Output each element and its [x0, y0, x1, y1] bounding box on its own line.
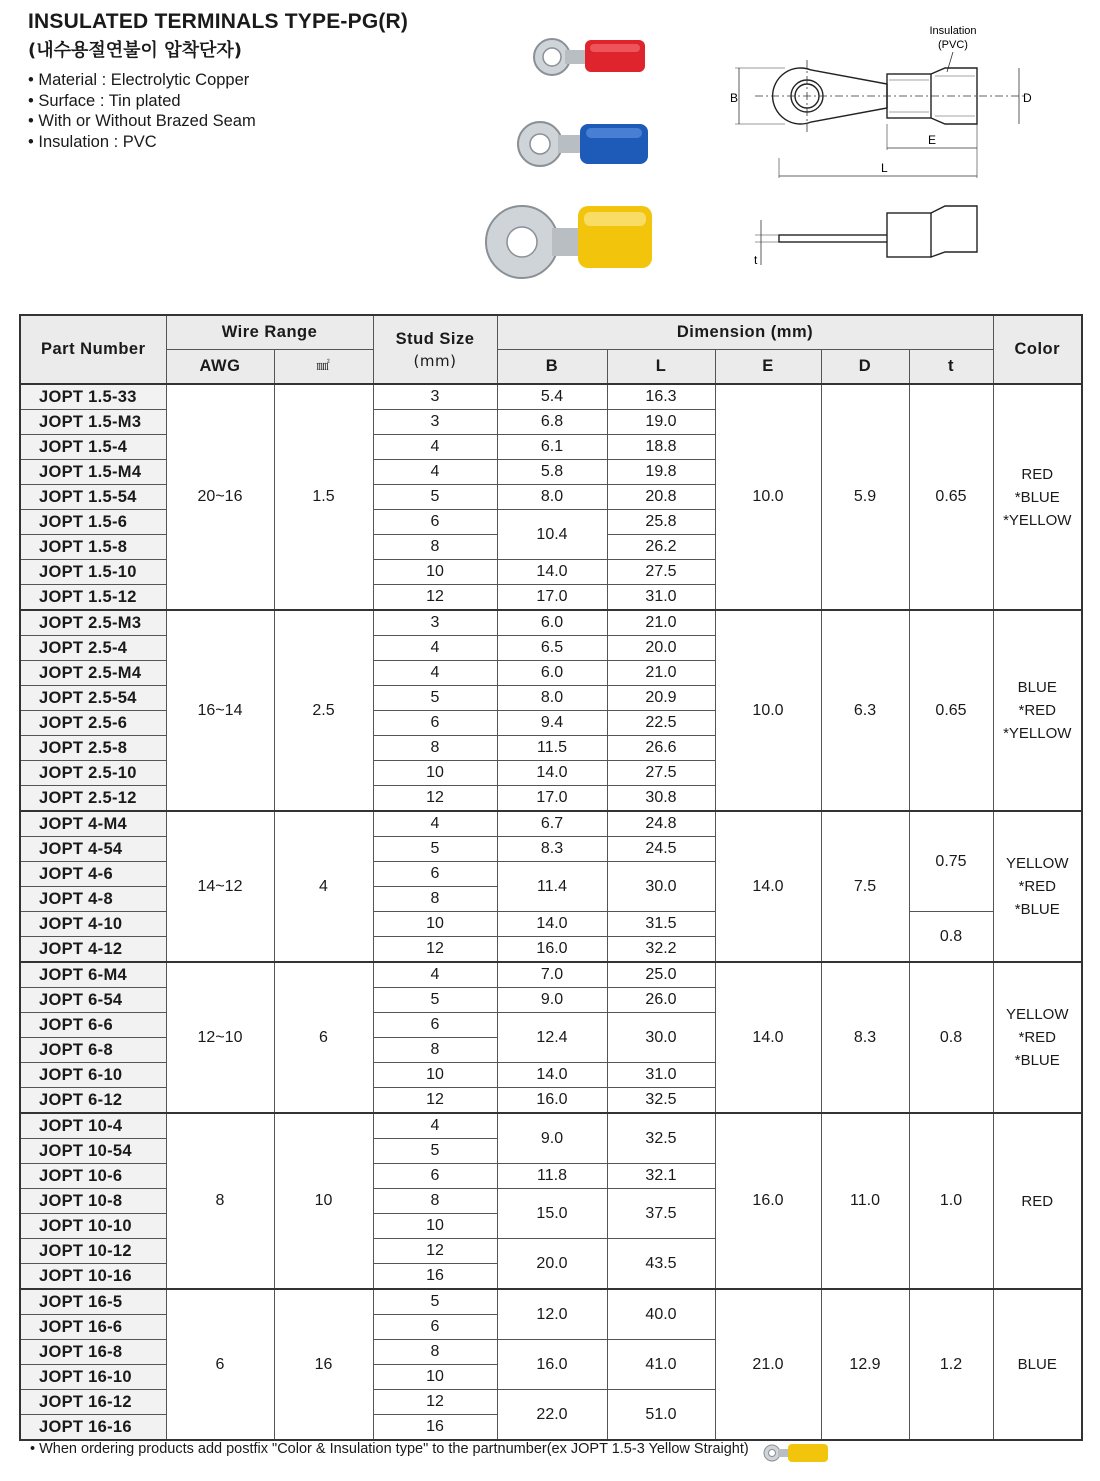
table-row	[20, 384, 1082, 410]
b-cell: 9.0	[497, 1113, 607, 1164]
l-cell: 30.8	[607, 786, 715, 812]
part-number-cell: JOPT 2.5-54	[20, 686, 166, 711]
b-cell: 6.8	[497, 410, 607, 435]
b-cell: 5.8	[497, 460, 607, 485]
part-number-cell: JOPT 16-5	[20, 1289, 166, 1315]
l-cell: 16.3	[607, 384, 715, 410]
l-cell: 27.5	[607, 761, 715, 786]
l-cell: 26.0	[607, 988, 715, 1013]
b-cell: 9.0	[497, 988, 607, 1013]
awg-cell: 6	[166, 1289, 274, 1440]
part-number-cell: JOPT 4-M4	[20, 811, 166, 837]
stud-size-cell: 4	[373, 962, 497, 988]
bullet-insulation: • Insulation : PVC	[28, 132, 468, 153]
table-row	[20, 811, 1082, 837]
b-cell: 6.0	[497, 610, 607, 636]
b-cell: 5.4	[497, 384, 607, 410]
stud-size-cell: 5	[373, 485, 497, 510]
header-e: E	[715, 350, 821, 385]
b-cell: 11.8	[497, 1164, 607, 1189]
stud-size-cell: 4	[373, 811, 497, 837]
b-cell: 11.4	[497, 862, 607, 912]
b-cell: 16.0	[497, 1088, 607, 1114]
header	[28, 10, 468, 152]
stud-size-cell: 10	[373, 1214, 497, 1239]
b-cell: 11.5	[497, 736, 607, 761]
l-cell: 20.0	[607, 636, 715, 661]
bullet-surface: • Surface : Tin plated	[28, 91, 468, 112]
color-option: RED	[1021, 1192, 1054, 1210]
stud-size-cell: 8	[373, 887, 497, 912]
stud-size-cell: 8	[373, 1340, 497, 1365]
part-number-cell: JOPT 10-10	[20, 1214, 166, 1239]
part-number-cell: JOPT 6-54	[20, 988, 166, 1013]
e-cell: 14.0	[715, 811, 821, 962]
header-color: Color	[993, 315, 1082, 384]
b-cell: 14.0	[497, 560, 607, 585]
red-terminal-photo	[534, 39, 645, 75]
dim-l-label: L	[881, 161, 888, 175]
spec-bullets	[28, 70, 468, 152]
stud-size-cell: 16	[373, 1264, 497, 1290]
stud-size-cell: 5	[373, 988, 497, 1013]
stud-size-cell: 3	[373, 384, 497, 410]
b-cell: 22.0	[497, 1390, 607, 1441]
l-cell: 30.0	[607, 1013, 715, 1063]
part-number-cell: JOPT 4-8	[20, 887, 166, 912]
b-cell: 16.0	[497, 937, 607, 963]
stud-size-cell: 10	[373, 1063, 497, 1088]
bullet-material: • Material : Electrolytic Copper	[28, 70, 468, 91]
l-cell: 20.9	[607, 686, 715, 711]
stud-size-cell: 6	[373, 1013, 497, 1038]
header-b: B	[497, 350, 607, 385]
part-number-cell: JOPT 4-6	[20, 862, 166, 887]
e-cell: 10.0	[715, 610, 821, 811]
color-cell	[993, 610, 1082, 811]
l-cell: 32.2	[607, 937, 715, 963]
color-option: *RED	[1018, 702, 1056, 719]
d-cell: 6.3	[821, 610, 909, 811]
stud-size-cell: 10	[373, 560, 497, 585]
part-number-cell: JOPT 2.5-M4	[20, 661, 166, 686]
l-cell: 32.5	[607, 1088, 715, 1114]
part-number-cell: JOPT 6-12	[20, 1088, 166, 1114]
awg-cell: 16~14	[166, 610, 274, 811]
d-cell: 5.9	[821, 384, 909, 610]
e-cell: 14.0	[715, 962, 821, 1113]
b-cell: 14.0	[497, 912, 607, 937]
stud-size-cell: 4	[373, 435, 497, 460]
b-cell: 12.0	[497, 1289, 607, 1340]
color-option: *YELLOW	[1003, 725, 1072, 742]
stud-size-cell: 12	[373, 1390, 497, 1415]
color-option: BLUE	[1017, 1356, 1057, 1373]
stud-size-cell: 10	[373, 1365, 497, 1390]
color-option: RED	[1021, 465, 1054, 483]
l-cell: 32.5	[607, 1113, 715, 1164]
product-photos	[470, 20, 670, 290]
color-option: YELLOW	[1005, 855, 1069, 872]
b-cell: 20.0	[497, 1239, 607, 1290]
l-cell: 31.0	[607, 585, 715, 611]
d-cell: 8.3	[821, 962, 909, 1113]
t-cell: 1.2	[909, 1289, 993, 1440]
l-cell: 20.8	[607, 485, 715, 510]
spec-table	[19, 314, 1083, 1441]
l-cell: 19.0	[607, 410, 715, 435]
t-cell: 0.65	[909, 610, 993, 811]
b-cell: 7.0	[497, 962, 607, 988]
table-row	[20, 610, 1082, 636]
d-cell: 11.0	[821, 1113, 909, 1289]
stud-size-cell: 16	[373, 1415, 497, 1441]
mm2-cell: 6	[274, 962, 373, 1113]
insulation-sub-label: (PVC)	[938, 39, 968, 51]
part-number-cell: JOPT 16-10	[20, 1365, 166, 1390]
l-cell: 43.5	[607, 1239, 715, 1290]
awg-cell: 20~16	[166, 384, 274, 610]
stud-size-cell: 4	[373, 661, 497, 686]
part-number-cell: JOPT 1.5-4	[20, 435, 166, 460]
l-cell: 25.0	[607, 962, 715, 988]
part-number-cell: JOPT 6-10	[20, 1063, 166, 1088]
b-cell: 8.0	[497, 485, 607, 510]
color-option: YELLOW	[1005, 1006, 1069, 1023]
page-title: INSULATED TERMINALS TYPE-PG(R)	[28, 10, 409, 33]
t-cell: 0.8	[909, 962, 993, 1113]
yellow-terminal-icon	[762, 1442, 832, 1464]
table-body	[20, 384, 1082, 1440]
b-cell: 17.0	[497, 786, 607, 812]
part-number-cell: JOPT 16-6	[20, 1315, 166, 1340]
b-cell: 14.0	[497, 761, 607, 786]
stud-size-cell: 5	[373, 1139, 497, 1164]
dimension-diagram	[725, 20, 1045, 280]
b-cell: 8.0	[497, 686, 607, 711]
l-cell: 19.8	[607, 460, 715, 485]
dim-d-label: D	[1023, 91, 1032, 105]
color-option: *BLUE	[1014, 901, 1060, 918]
header-d: D	[821, 350, 909, 385]
d-cell: 12.9	[821, 1289, 909, 1440]
table-row	[20, 962, 1082, 988]
color-option: *BLUE	[1014, 488, 1060, 506]
yellow-terminal-photo	[486, 206, 652, 278]
part-number-cell: JOPT 1.5-12	[20, 585, 166, 611]
table-header	[20, 315, 1082, 384]
header-stud-size	[373, 315, 497, 384]
part-number-cell: JOPT 1.5-10	[20, 560, 166, 585]
insulation-label: Insulation	[929, 25, 977, 37]
color-cell	[993, 1289, 1082, 1440]
part-number-cell: JOPT 2.5-6	[20, 711, 166, 736]
part-number-cell: JOPT 10-12	[20, 1239, 166, 1264]
part-number-cell: JOPT 6-M4	[20, 962, 166, 988]
l-cell: 41.0	[607, 1340, 715, 1390]
header-l: L	[607, 350, 715, 385]
color-option: *BLUE	[1014, 1052, 1060, 1069]
d-cell: 7.5	[821, 811, 909, 962]
color-option: BLUE	[1017, 679, 1057, 696]
mm2-cell: 16	[274, 1289, 373, 1440]
header-stud-size-line1: Stud Size	[395, 329, 475, 348]
table-row	[20, 1289, 1082, 1315]
stud-size-cell: 8	[373, 736, 497, 761]
t-cell: 0.75	[909, 811, 993, 912]
b-cell: 6.5	[497, 636, 607, 661]
t-cell: 0.8	[909, 912, 993, 963]
l-cell: 21.0	[607, 661, 715, 686]
stud-size-cell: 12	[373, 1088, 497, 1114]
header-mm2: ㎟	[274, 350, 373, 385]
part-number-cell: JOPT 2.5-M3	[20, 610, 166, 636]
dim-b-label: B	[730, 91, 739, 105]
part-number-cell: JOPT 10-6	[20, 1164, 166, 1189]
stud-size-cell: 8	[373, 1189, 497, 1214]
part-number-cell: JOPT 2.5-12	[20, 786, 166, 812]
part-number-cell: JOPT 1.5-54	[20, 485, 166, 510]
l-cell: 25.8	[607, 510, 715, 535]
part-number-cell: JOPT 2.5-4	[20, 636, 166, 661]
l-cell: 51.0	[607, 1390, 715, 1441]
stud-size-cell: 4	[373, 460, 497, 485]
b-cell: 17.0	[497, 585, 607, 611]
stud-size-cell: 12	[373, 1239, 497, 1264]
header-part-number: Part Number	[20, 315, 166, 384]
t-cell: 0.65	[909, 384, 993, 610]
part-number-cell: JOPT 6-6	[20, 1013, 166, 1038]
stud-size-cell: 3	[373, 610, 497, 636]
mm2-cell: 1.5	[274, 384, 373, 610]
dim-t-label: t	[754, 253, 758, 267]
part-number-cell: JOPT 10-16	[20, 1264, 166, 1290]
table-row	[20, 1113, 1082, 1139]
header-t: t	[909, 350, 993, 385]
part-number-cell: JOPT 4-12	[20, 937, 166, 963]
header-wire-range: Wire Range	[166, 315, 373, 350]
mm2-cell: 4	[274, 811, 373, 962]
color-option: *RED	[1018, 1029, 1056, 1046]
stud-size-cell: 6	[373, 862, 497, 887]
awg-cell: 12~10	[166, 962, 274, 1113]
stud-size-cell: 6	[373, 1315, 497, 1340]
e-cell: 10.0	[715, 384, 821, 610]
l-cell: 30.0	[607, 862, 715, 912]
part-number-cell: JOPT 6-8	[20, 1038, 166, 1063]
b-cell: 6.7	[497, 811, 607, 837]
l-cell: 27.5	[607, 560, 715, 585]
stud-size-cell: 12	[373, 585, 497, 611]
l-cell: 26.6	[607, 736, 715, 761]
b-cell: 14.0	[497, 1063, 607, 1088]
stud-size-cell: 10	[373, 761, 497, 786]
b-cell: 8.3	[497, 837, 607, 862]
page-subtitle: (내수용절연불이 압착단자)	[28, 40, 242, 61]
part-number-cell: JOPT 1.5-M4	[20, 460, 166, 485]
part-number-cell: JOPT 16-16	[20, 1415, 166, 1441]
l-cell: 18.8	[607, 435, 715, 460]
order-footnote: • When ordering products add postfix "Color & Insulation type" to the partnumber(ex JOPT 1.5-3 Yellow Straight)	[30, 1441, 749, 1457]
dim-e-label: E	[928, 133, 937, 147]
header-stud-size-line2: (mm)	[413, 351, 457, 370]
part-number-cell: JOPT 10-54	[20, 1139, 166, 1164]
b-cell: 6.0	[497, 661, 607, 686]
b-cell: 10.4	[497, 510, 607, 560]
stud-size-cell: 6	[373, 510, 497, 535]
l-cell: 24.8	[607, 811, 715, 837]
part-number-cell: JOPT 10-8	[20, 1189, 166, 1214]
color-option: *YELLOW	[1003, 511, 1072, 529]
stud-size-cell: 8	[373, 1038, 497, 1063]
stud-size-cell: 6	[373, 1164, 497, 1189]
color-cell	[993, 962, 1082, 1113]
color-cell	[993, 1113, 1082, 1289]
l-cell: 37.5	[607, 1189, 715, 1239]
stud-size-cell: 12	[373, 786, 497, 812]
stud-size-cell: 4	[373, 636, 497, 661]
stud-size-cell: 6	[373, 711, 497, 736]
l-cell: 40.0	[607, 1289, 715, 1340]
part-number-cell: JOPT 4-10	[20, 912, 166, 937]
stud-size-cell: 4	[373, 1113, 497, 1139]
part-number-cell: JOPT 10-4	[20, 1113, 166, 1139]
awg-cell: 8	[166, 1113, 274, 1289]
header-awg: AWG	[166, 350, 274, 385]
t-cell: 1.0	[909, 1113, 993, 1289]
part-number-cell: JOPT 2.5-10	[20, 761, 166, 786]
part-number-cell: JOPT 4-54	[20, 837, 166, 862]
part-number-cell: JOPT 16-8	[20, 1340, 166, 1365]
mm2-cell: 10	[274, 1113, 373, 1289]
header-dimension: Dimension (mm)	[497, 315, 993, 350]
e-cell: 21.0	[715, 1289, 821, 1440]
mm2-cell: 2.5	[274, 610, 373, 811]
l-cell: 32.1	[607, 1164, 715, 1189]
stud-size-cell: 5	[373, 1289, 497, 1315]
b-cell: 9.4	[497, 711, 607, 736]
l-cell: 22.5	[607, 711, 715, 736]
stud-size-cell: 5	[373, 837, 497, 862]
part-number-cell: JOPT 1.5-6	[20, 510, 166, 535]
part-number-cell: JOPT 1.5-M3	[20, 410, 166, 435]
color-option: *RED	[1018, 878, 1056, 895]
l-cell: 31.0	[607, 1063, 715, 1088]
l-cell: 24.5	[607, 837, 715, 862]
b-cell: 15.0	[497, 1189, 607, 1239]
e-cell: 16.0	[715, 1113, 821, 1289]
b-cell: 16.0	[497, 1340, 607, 1390]
color-cell	[993, 811, 1082, 962]
b-cell: 12.4	[497, 1013, 607, 1063]
l-cell: 26.2	[607, 535, 715, 560]
l-cell: 31.5	[607, 912, 715, 937]
l-cell: 21.0	[607, 610, 715, 636]
stud-size-cell: 3	[373, 410, 497, 435]
blue-terminal-photo	[518, 122, 648, 166]
stud-size-cell: 10	[373, 912, 497, 937]
part-number-cell: JOPT 16-12	[20, 1390, 166, 1415]
stud-size-cell: 8	[373, 535, 497, 560]
bullet-seam: • With or Without Brazed Seam	[28, 111, 468, 132]
part-number-cell: JOPT 2.5-8	[20, 736, 166, 761]
stud-size-cell: 12	[373, 937, 497, 963]
part-number-cell: JOPT 1.5-8	[20, 535, 166, 560]
b-cell: 6.1	[497, 435, 607, 460]
stud-size-cell: 5	[373, 686, 497, 711]
part-number-cell: JOPT 1.5-33	[20, 384, 166, 410]
awg-cell: 14~12	[166, 811, 274, 962]
color-cell	[993, 384, 1082, 610]
